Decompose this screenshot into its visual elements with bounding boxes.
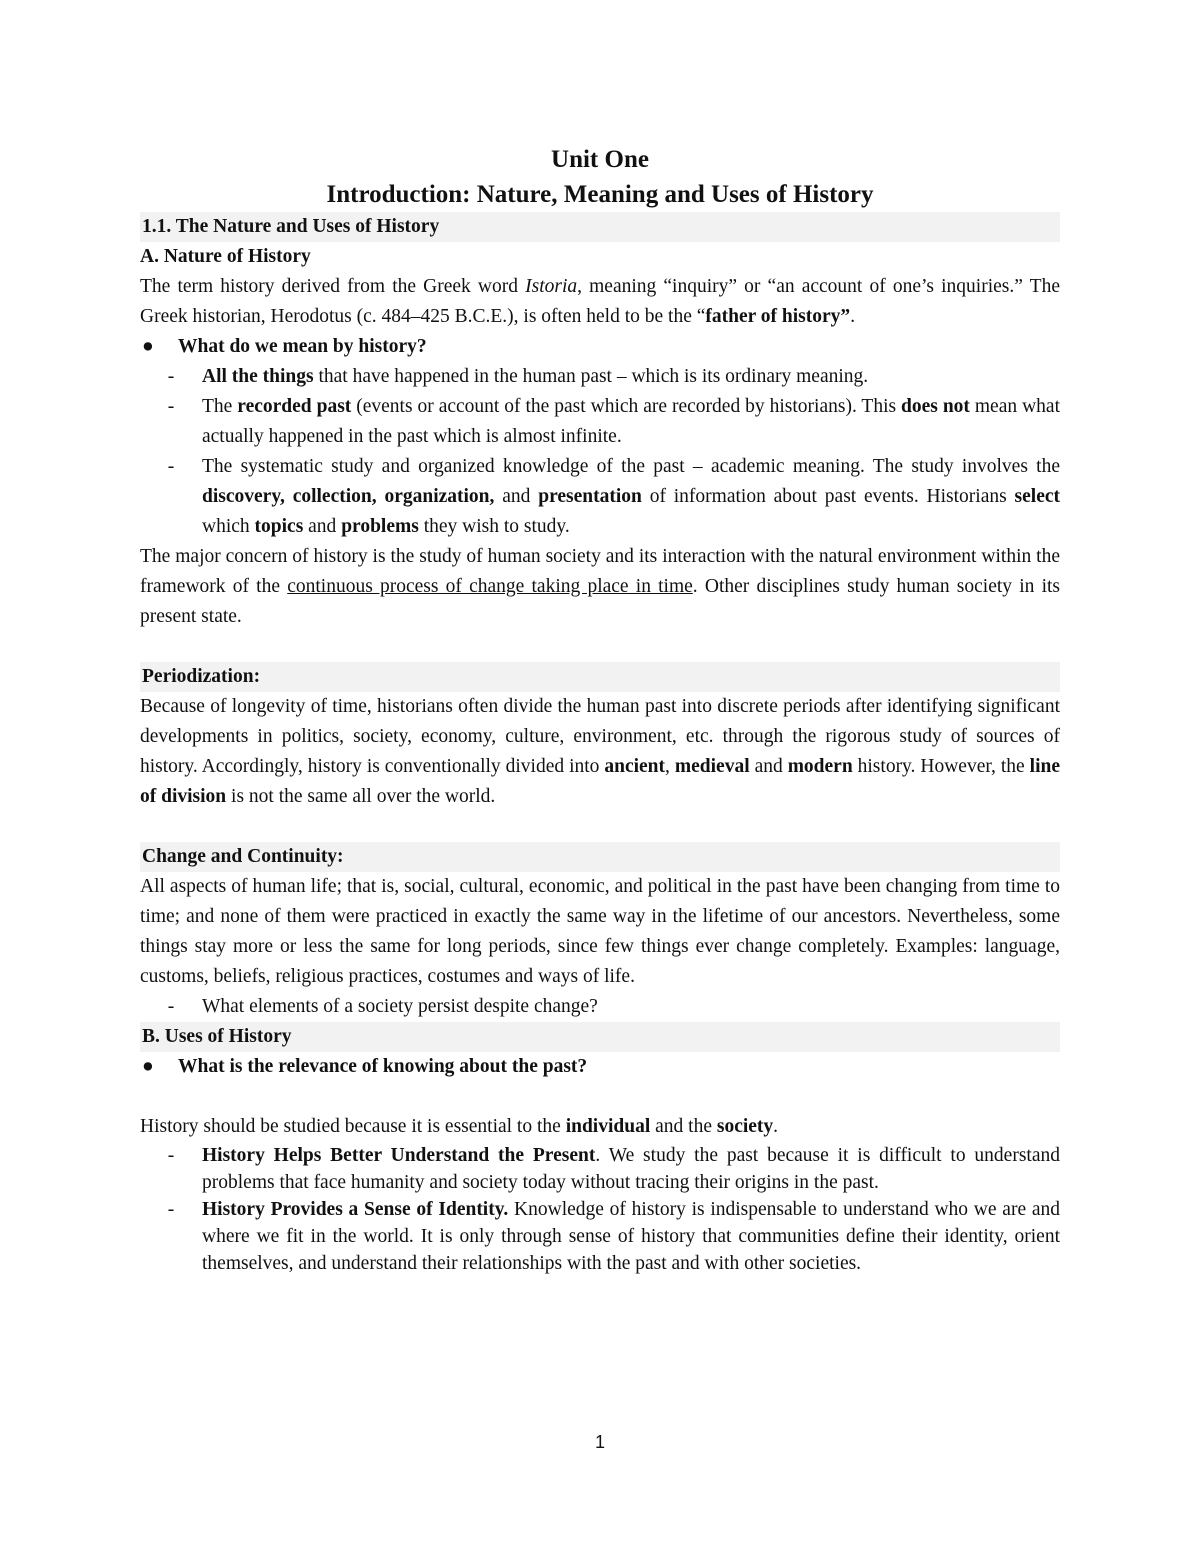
dash-icon: - (167, 1199, 175, 1220)
page-content (140, 140, 1060, 1277)
section-heading-1-1: 1.1. The Nature and Uses of History (140, 212, 1060, 242)
list-item: - History Helps Better Understand the Present. We study the past because it is difficult to understand problems that face humanity and society today without tracing their origins in the past. (140, 1142, 1060, 1196)
intro-paragraph: The term history derived from the Greek word Istoria, meaning “inquiry” or “an account of one’s inquiries.” The Greek historian, Herodotus (c. 484–425 B.C.E.), is often held to be the “father of history”. (140, 276, 1060, 327)
list-item: - All the things that have happened in the human past – which is its ordinary meaning. (140, 362, 1060, 392)
list-item: - History Provides a Sense of Identity. Knowledge of history is indispensable to understand who we are and where we fit in the world. It is only through sense of history that communities define their identity, orient themselves, and understand their relationships with the past and with other societies. (140, 1196, 1060, 1277)
bullet-icon: ● (142, 336, 154, 357)
change-continuity-paragraph: All aspects of human life; that is, social, cultural, economic, and political in the past have been changing from time to time; and none of them were practiced in exactly the same way in the lifetime of our ancestors. Nevertheless, some things stay more or less the same for long periods, since few things ever change completely. Examples: language, customs, beliefs, religious practices, costumes and ways of life. (140, 876, 1060, 987)
question-what-is-history: ● What do we mean by history? (140, 332, 1060, 362)
periodization-heading: Periodization: (140, 662, 1060, 692)
subheading-uses-of-history: B. Uses of History (140, 1022, 1060, 1052)
periodization-paragraph: Because of longevity of time, historians often divide the human past into discrete periods after identifying significant developments in politics, society, economy, culture, environment, etc. through the rigorous study of sources of history. Accordingly, history is conventionally divided into ancient, medieval and modern history. However, the line of division is not the same all over the world. (140, 696, 1061, 807)
concern-paragraph: The major concern of history is the study of human society and its interaction with the natural environment within the framework of the continuous process of change taking place in time. Other disciplines study human society in its present state. (140, 546, 1061, 627)
dash-icon: - (167, 1145, 175, 1166)
question-relevance: ● What is the relevance of knowing about the past? (140, 1052, 1060, 1082)
change-continuity-heading: Change and Continuity: (140, 842, 1060, 872)
dash-icon: - (167, 366, 175, 387)
main-title: Introduction: Nature, Meaning and Uses of History (326, 181, 874, 208)
uses-intro-paragraph: History should be studied because it is essential to the individual and the society. (140, 1116, 779, 1137)
dash-icon: - (167, 396, 175, 417)
unit-title: Unit One (551, 146, 649, 173)
list-item: - The recorded past (events or account of the past which are recorded by historians). This does not mean what actually happened in the past which is almost infinite. (140, 392, 1060, 452)
dash-icon: - (167, 456, 175, 477)
list-item: - What elements of a society persist despite change? (140, 992, 1060, 1022)
page-number: 1 (594, 1432, 605, 1452)
dash-icon: - (167, 996, 175, 1017)
bullet-icon: ● (142, 1056, 154, 1077)
list-item: - The systematic study and organized knowledge of the past – academic meaning. The study involves the discovery, collection, organization, and presentation of information about past events. Historians select which topics and problems they wish to study. (140, 452, 1060, 542)
subheading-nature-of-history: A. Nature of History (140, 246, 311, 267)
